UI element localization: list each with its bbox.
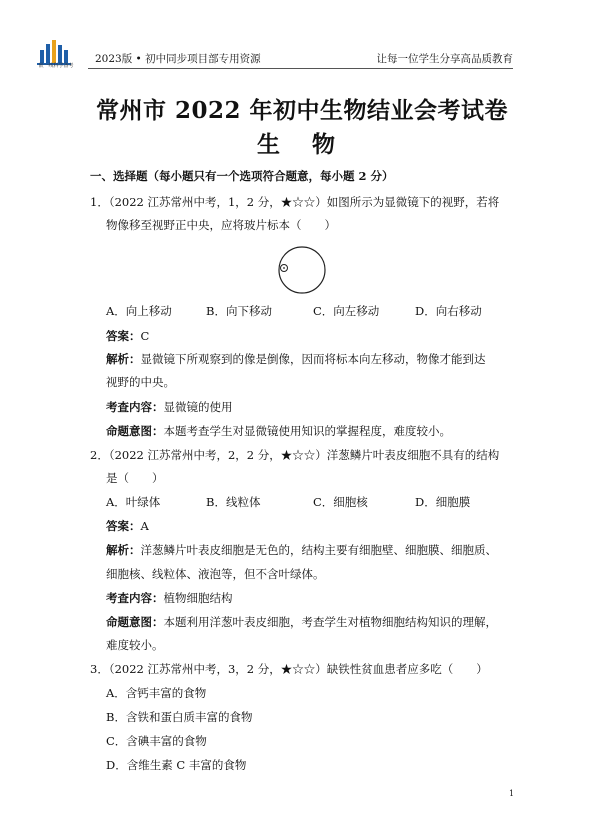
document-subtitle: 生 物 <box>256 131 347 158</box>
q3-option-b: B．含铁和蛋白质丰富的食物 <box>106 710 253 724</box>
q1-content-text: 显微镜的使用 <box>163 400 233 414</box>
q2-content-text: 植物细胞结构 <box>163 591 233 605</box>
q2-analysis-text: 洋葱鳞片叶表皮细胞是无色的，结构主要有细胞壁、细胞膜、细胞质、 <box>140 543 497 557</box>
q2-content <box>106 590 233 606</box>
q2-option-d: D．细胞膜 <box>415 495 471 509</box>
q3-option-c: C．含碘丰富的食物 <box>106 734 207 748</box>
q1-stem-line2: 物像移至视野正中央，应将玻片标本（ ） <box>106 218 336 232</box>
header-left-text: 2023版 • 初中同步项目部专用资源 <box>95 53 261 65</box>
q2-intent-line1 <box>106 614 497 630</box>
specimen-object-dot <box>283 267 285 269</box>
header-rule <box>88 68 513 69</box>
q1-option-a: A．向上移动 <box>106 304 172 318</box>
microscope-field-figure <box>277 245 327 295</box>
q2-analysis-line2: 细胞核、线粒体、液泡等，但不含叶绿体。 <box>106 567 325 581</box>
page-number: 1 <box>509 789 515 798</box>
q1-answer-label: 答案： <box>106 329 141 343</box>
q2-intent-line2: 难度较小。 <box>106 638 164 652</box>
q2-intent-text: 本题利用洋葱叶表皮细胞，考查学生对植物细胞结构知识的理解， <box>163 615 497 629</box>
q2-intent-label: 命题意图： <box>106 615 164 629</box>
field-of-view-circle <box>279 247 325 293</box>
section-heading: 一、选择题（每小题只有一个选项符合题意，每小题 2 分） <box>90 169 394 183</box>
q1-analysis-line1 <box>106 351 486 367</box>
q1-stem-line1: 1．（2022 江苏常州中考，1，2 分，★☆☆）如图所示为显微镜下的视野，若将 <box>90 195 500 209</box>
header-right-text: 让每一位学生分享高品质教育 <box>376 53 513 65</box>
q2-option-a: A．叶绿体 <box>106 495 161 509</box>
q1-analysis-label: 解析： <box>106 352 141 366</box>
q1-option-c: C．向左移动 <box>313 304 380 318</box>
q1-option-b: B．向下移动 <box>206 304 272 318</box>
q1-option-d: D．向右移动 <box>415 304 482 318</box>
q1-analysis-line2: 视野的中央。 <box>106 375 175 389</box>
logo-caption: 嵌一线科学备考 <box>38 63 74 69</box>
q2-content-label: 考查内容： <box>106 591 164 605</box>
q1-content-label: 考查内容： <box>106 400 164 414</box>
q1-analysis-text: 显微镜下所观察到的像是倒像，因而将标本向左移动，物像才能到达 <box>140 352 486 366</box>
q1-intent-label: 命题意图： <box>106 424 164 438</box>
q2-answer-label: 答案： <box>106 519 141 533</box>
q2-analysis-label: 解析： <box>106 543 141 557</box>
q2-option-b: B．线粒体 <box>206 495 261 509</box>
q2-stem-line2: 是（ ） <box>106 471 164 485</box>
q3-option-a: A．含钙丰富的食物 <box>106 686 207 700</box>
q1-intent-text: 本题考查学生对显微镜使用知识的掌握程度，难度较小。 <box>163 424 451 438</box>
q2-option-c: C．细胞核 <box>313 495 368 509</box>
document-title: 常州市 2022 年初中生物结业会考试卷 <box>95 97 509 124</box>
q1-answer-value: C <box>140 329 150 343</box>
q3-stem: 3．（2022 江苏常州中考，3，2 分，★☆☆）缺铁性贫血患者应多吃（ ） <box>90 662 488 676</box>
q2-analysis-line1 <box>106 542 497 558</box>
q2-answer <box>106 518 149 534</box>
q2-stem-line1: 2．（2022 江苏常州中考，2，2 分，★☆☆）洋葱鳞片叶表皮细胞不具有的结构 <box>90 448 500 462</box>
q1-intent <box>106 423 451 439</box>
q1-content <box>106 399 233 415</box>
q2-answer-value: A <box>140 519 149 533</box>
page-header <box>0 0 604 74</box>
q3-option-d: D．含维生素 C 丰富的食物 <box>106 758 247 772</box>
q1-answer <box>106 328 149 344</box>
